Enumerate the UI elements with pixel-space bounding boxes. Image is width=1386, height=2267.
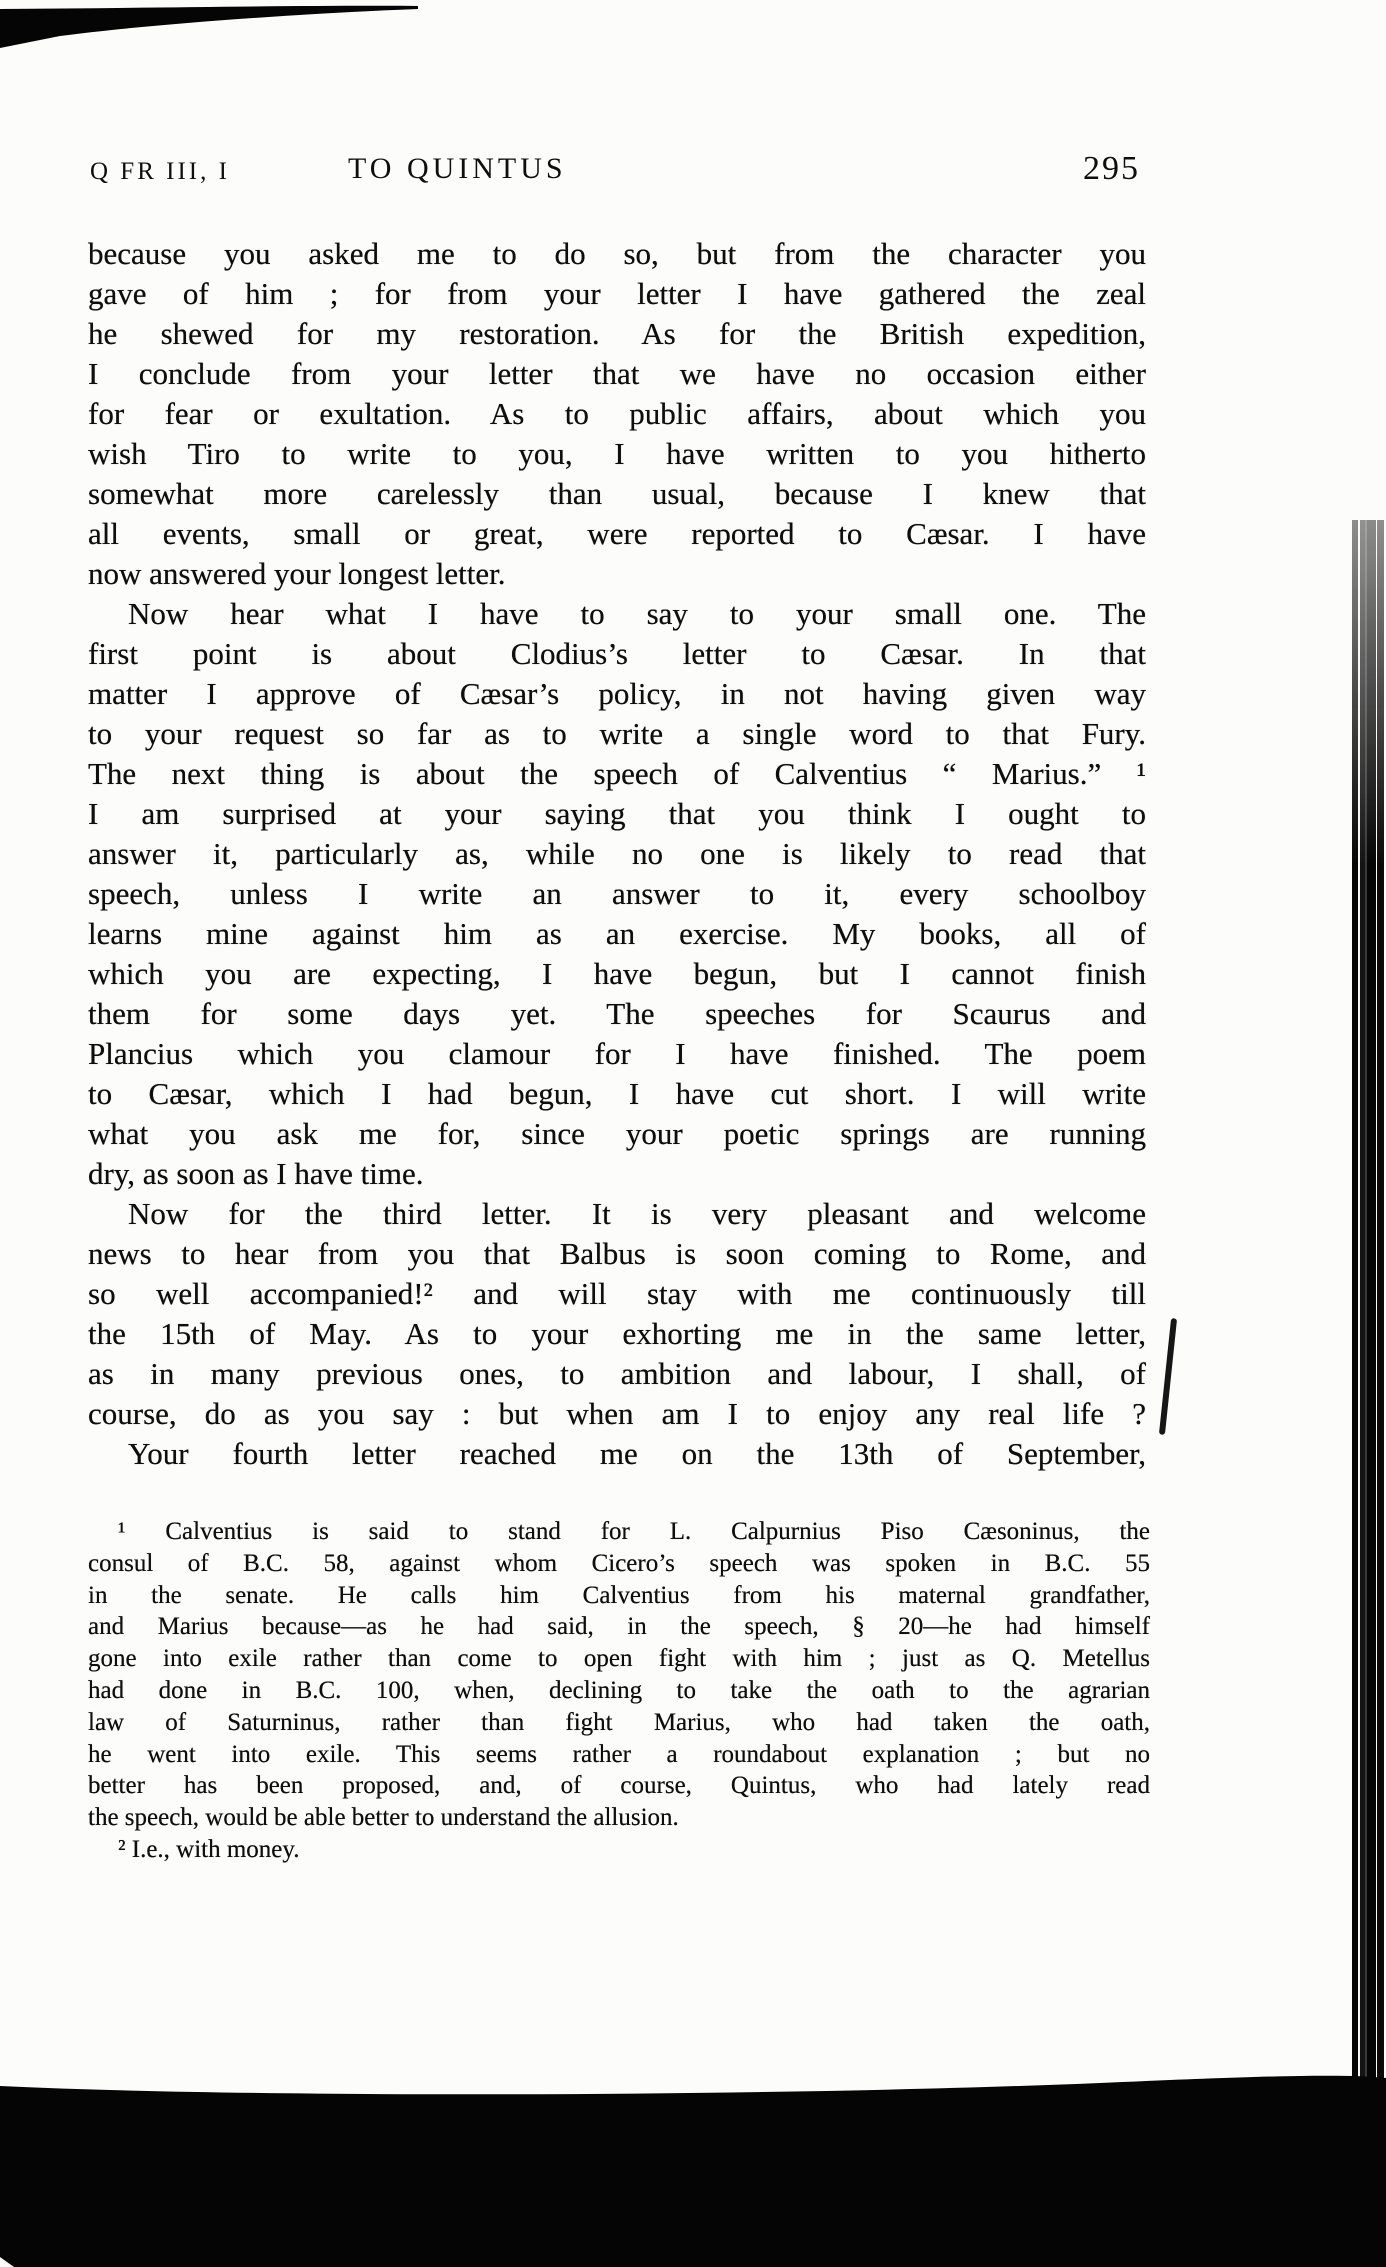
text-line: he went into exile. This seems rather a roundabout explanation ; but no bbox=[88, 1740, 1150, 1768]
text-line: because you asked me to do so, but from the character you bbox=[88, 236, 1146, 271]
text-line: answer it, particularly as, while no one is likely to read that bbox=[88, 836, 1146, 871]
text-line: somewhat more carelessly than usual, because I knew that bbox=[88, 476, 1146, 511]
text-line: ¹ Calventius is said to stand for L. Calpurnius Piso Cæsoninus, the bbox=[118, 1518, 1150, 1545]
binding-edge-stripes bbox=[1352, 520, 1384, 2088]
text-line: ² I.e., with money. bbox=[118, 1835, 300, 1863]
text-line: had done in B.C. 100, when, declining to take the oath to the agrarian bbox=[88, 1676, 1150, 1704]
text-line: which you are expecting, I have begun, but I cannot finish bbox=[88, 956, 1146, 991]
margin-pen-mark bbox=[1159, 1318, 1177, 1435]
text-line: law of Saturninus, rather than fight Marius, who had taken the oath, bbox=[88, 1708, 1150, 1736]
text-line: news to hear from you that Balbus is soon coming to Rome, and bbox=[88, 1236, 1146, 1271]
page-number: 295 bbox=[1083, 150, 1140, 187]
text-line: the speech, would be able better to understand the allusion. bbox=[88, 1804, 679, 1832]
text-line: and Marius because—as he had said, in the speech, § 20—he had himself bbox=[88, 1613, 1150, 1641]
text-line: better has been proposed, and, of course, Quintus, who had lately read bbox=[88, 1772, 1150, 1800]
text-line: learns mine against him as an exercise. My books, all of bbox=[88, 916, 1146, 951]
text-line: The next thing is about the speech of Calventius “ Marius.” ¹ bbox=[88, 756, 1146, 791]
body-text bbox=[88, 234, 1146, 1474]
text-line: speech, unless I write an answer to it, every schoolboy bbox=[88, 876, 1146, 911]
text-line: all events, small or great, were reported to Cæsar. I have bbox=[88, 516, 1146, 551]
header-section-label: Q FR III, I bbox=[90, 158, 230, 185]
text-line: gone into exile rather than come to open fight with him ; just as Q. Metellus bbox=[88, 1645, 1150, 1673]
text-line: in the senate. He calls him Calventius from his maternal grandfather, bbox=[88, 1581, 1150, 1609]
text-line: Your fourth letter reached me on the 13th of September, bbox=[128, 1436, 1146, 1471]
page-title: TO QUINTUS bbox=[348, 152, 567, 185]
text-line: for fear or exultation. As to public affairs, about which you bbox=[88, 396, 1146, 431]
text-line: he shewed for my restoration. As for the British expedition, bbox=[88, 316, 1146, 351]
text-line: as in many previous ones, to ambition and labour, I shall, of bbox=[88, 1356, 1146, 1391]
text-line: Now hear what I have to say to your small one. The bbox=[128, 596, 1146, 631]
text-line: what you ask me for, since your poetic springs are running bbox=[88, 1116, 1146, 1151]
text-line: the 15th of May. As to your exhorting me in the same letter, bbox=[88, 1316, 1146, 1351]
scan-artifact-top-bar bbox=[0, 0, 1386, 70]
text-line: I conclude from your letter that we have no occasion either bbox=[88, 356, 1146, 391]
text-line: first point is about Clodius’s letter to Cæsar. In that bbox=[88, 636, 1146, 671]
text-line: course, do as you say : but when am I to enjoy any real life ? bbox=[88, 1396, 1146, 1431]
text-line: gave of him ; for from your letter I have gathered the zeal bbox=[88, 276, 1146, 311]
text-line: so well accompanied!² and will stay with me continuously till bbox=[88, 1276, 1146, 1311]
text-line: them for some days yet. The speeches for Scaurus and bbox=[88, 996, 1146, 1031]
text-line: consul of B.C. 58, against whom Cicero’s speech was spoken in B.C. 55 bbox=[88, 1549, 1150, 1577]
text-line: Plancius which you clamour for I have finished. The poem bbox=[88, 1036, 1146, 1071]
text-line: wish Tiro to write to you, I have written to you hitherto bbox=[88, 436, 1146, 471]
text-line: I am surprised at your saying that you think I ought to bbox=[88, 796, 1146, 831]
text-line: now answered your longest letter. bbox=[88, 556, 506, 591]
text-line: dry, as soon as I have time. bbox=[88, 1156, 424, 1191]
text-line: matter I approve of Cæsar’s policy, in not having given way bbox=[88, 676, 1146, 711]
footnote-text bbox=[88, 1516, 1150, 1866]
page-header bbox=[0, 150, 1386, 194]
text-line: to your request so far as to write a single word to that Fury. bbox=[88, 716, 1146, 751]
text-line: to Cæsar, which I had begun, I have cut short. I will write bbox=[88, 1076, 1146, 1111]
text-line: Now for the third letter. It is very pleasant and welcome bbox=[128, 1196, 1146, 1231]
